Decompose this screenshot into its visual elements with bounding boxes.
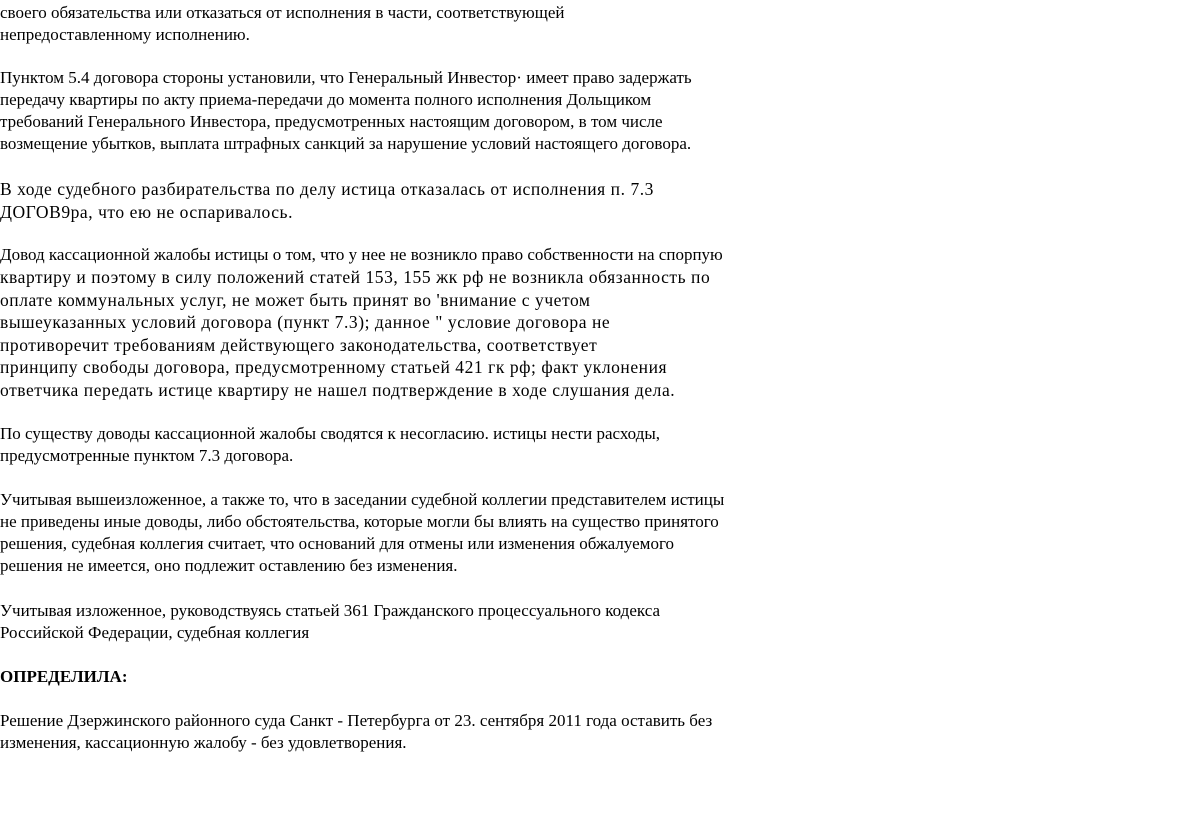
text-line: принципу свободы договора, предусмотренному статьей 421 гк рф; факт уклонения (0, 357, 668, 377)
paragraph-essence-of-arguments (0, 423, 860, 467)
paragraph-clause-5-4 (0, 67, 860, 155)
paragraph-decision (0, 710, 860, 754)
paragraph-refusal (0, 178, 860, 223)
text-line: квартиру и поэтому в силу положений статей 153, 155 жк рф не возникла обязанность по (0, 267, 711, 287)
paragraph-obligation-end (0, 2, 860, 46)
text-line: непредоставленному исполнению. (0, 25, 250, 44)
text-line: ОПРЕДЕЛИЛА: (0, 667, 128, 686)
paragraph-cassation-argument (0, 244, 860, 401)
text-line: Решение Дзержинского районного суда Санкт - Петербурга от 23. сентября 2011 года оставить без (0, 711, 713, 730)
paragraph-considering-above (0, 489, 860, 577)
text-line: решения, судебная коллегия считает, что оснований для отмены или изменения обжалуемого (0, 534, 674, 553)
text-line: По существу доводы кассационной жалобы сводятся к несогласию. истицы нести расходы, (0, 424, 661, 443)
text-line: В ходе судебного разбирательства по делу истица отказалась от исполнения п. 7.3 (0, 179, 654, 199)
text-line: передачу квартиры по акту приема-передачи до момента полного исполнения Дольщиком (0, 90, 652, 109)
text-line: возмещение убытков, выплата штрафных санкций за нарушение условий настоящего договора. (0, 134, 692, 153)
text-line: ДОГОВ9ра, что ею не оспаривалось. (0, 201, 293, 222)
text-line: предусмотренные пунктом 7.3 договора. (0, 446, 294, 465)
text-line: своего обязательства или отказаться от исполнения в части, соответствующей (0, 3, 565, 22)
text-line: оплате коммунальных услуг, не может быть принят во 'внимание с учетом (0, 289, 591, 310)
text-line: Учитывая вышеизложенное, а также то, что в заседании судебной коллегии представителем истицы (0, 490, 725, 509)
text-line: изменения, кассационную жалобу - без удовлетворения. (0, 733, 407, 752)
text-line: требований Генерального Инвестора, предусмотренных настоящим договором, в том числе (0, 112, 663, 131)
text-line: решения не имеется, оно подлежит оставлению без изменения. (0, 556, 458, 575)
ruling-heading (0, 666, 860, 688)
text-line: вышеуказанных условий договора (пункт 7.3); данное " условие договора не (0, 312, 611, 332)
text-line: не приведены иные доводы, либо обстоятельства, которые могли бы влиять на существо принятого (0, 512, 719, 531)
text-line: ответчика передать истице квартиру не нашел подтверждение в ходе слушания дела. (0, 379, 676, 400)
text-line: Довод кассационной жалобы истицы о том, что у нее не возникло право собственности на спорпую (0, 245, 723, 264)
text-line: Российской Федерации, судебная коллегия (0, 623, 310, 642)
text-line: Пунктом 5.4 договора стороны установили, что Генеральный Инвестор· имеет право задержать (0, 68, 692, 87)
text-line: Учитывая изложенное, руководствуясь статьей 361 Гражданского процессуального кодекса (0, 601, 661, 620)
text-line: противоречит требованиям действующего законодательства, соответствует (0, 334, 598, 355)
paragraph-article-361 (0, 600, 860, 644)
